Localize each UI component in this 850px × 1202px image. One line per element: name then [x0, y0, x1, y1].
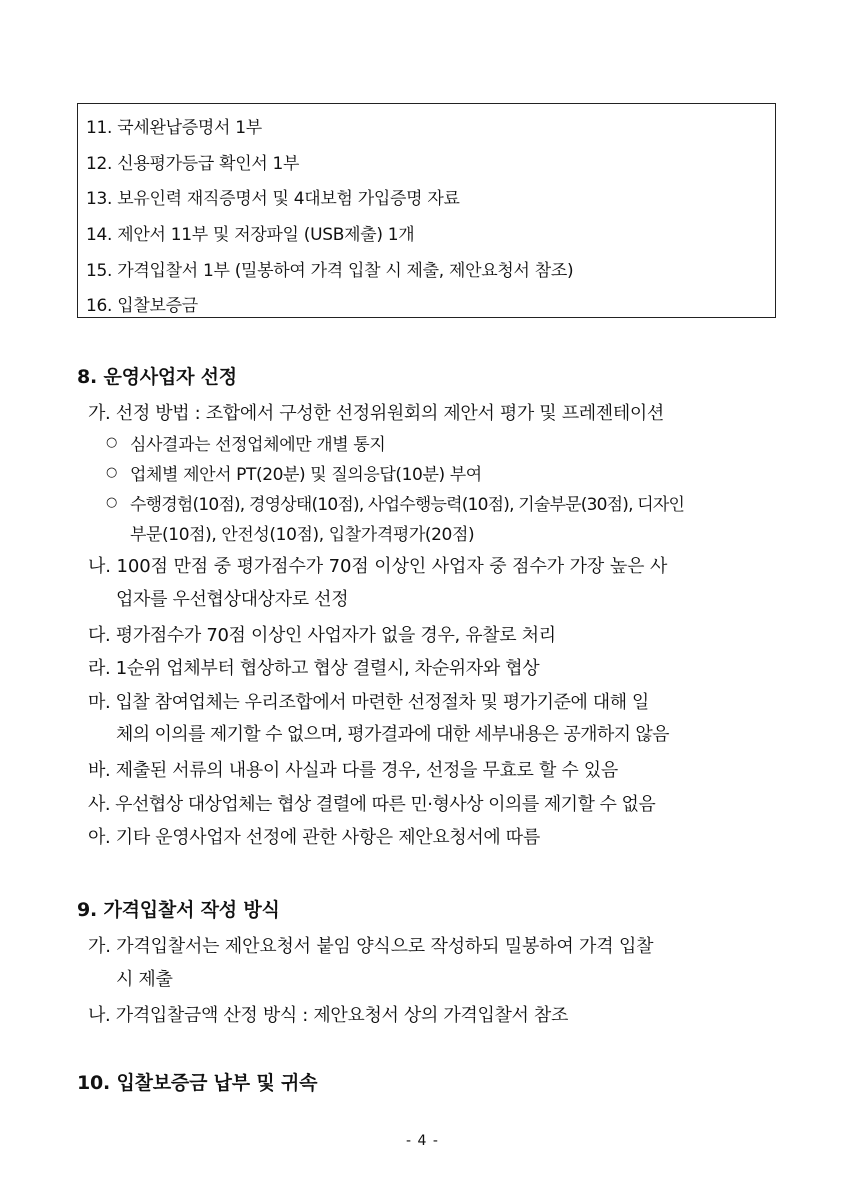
box-item-16: 16. 입찰보증금	[86, 296, 198, 316]
section-8-item-ra: 라. 1순위 업체부터 협상하고 협상 결렬시, 차순위자와 협상	[88, 658, 540, 679]
section-8-item-ga: 가. 선정 방법 : 조합에서 구성한 선정위원회의 제안서 평가 및 프레젠테이션	[88, 403, 664, 424]
section-10-heading: 10. 입찰보증금 납부 및 귀속	[77, 1072, 318, 1094]
section-8-bullet-3: 수행경험(10점), 경영상태(10점), 사업수행능력(10점), 기술부문(30점), 디자인	[130, 495, 685, 515]
box-item-15: 15. 가격입찰서 1부 (밀봉하여 가격 입찰 시 제출, 제안요청서 참조)	[86, 261, 574, 281]
section-9-heading: 9. 가격입찰서 작성 방식	[77, 899, 280, 921]
box-item-11: 11. 국세완납증명서 1부	[86, 118, 262, 138]
bullet-circle-icon: ○	[106, 435, 118, 450]
box-item-14: 14. 제안서 11부 및 저장파일 (USB제출) 1개	[86, 225, 415, 245]
section-9-item-na: 나. 가격입찰금액 산정 방식 : 제안요청서 상의 가격입찰서 참조	[88, 1005, 569, 1026]
section-8-item-da: 다. 평가점수가 70점 이상인 사업자가 없을 경우, 유찰로 처리	[88, 625, 556, 646]
page-number: - 4 -	[406, 1133, 439, 1149]
section-8-item-ma-line1: 마. 입찰 참여업체는 우리조합에서 마련한 선정절차 및 평가기준에 대해 일	[88, 692, 649, 713]
section-8-bullet-1: 심사결과는 선정업체에만 개별 통지	[130, 435, 386, 455]
section-9-item-ga-line1: 가. 가격입찰서는 제안요청서 붙임 양식으로 작성하되 밀봉하여 가격 입찰	[88, 936, 654, 957]
box-item-12: 12. 신용평가등급 확인서 1부	[86, 154, 300, 174]
section-8-item-na-line2: 업자를 우선협상대상자로 선정	[116, 589, 349, 610]
section-8-item-na-line1: 나. 100점 만점 중 평가점수가 70점 이상인 사업자 중 점수가 가장 높은 사	[88, 556, 668, 577]
section-8-bullet-2: 업체별 제안서 PT(20분) 및 질의응답(10분) 부여	[130, 465, 482, 485]
section-8-heading: 8. 운영사업자 선정	[77, 366, 237, 388]
bullet-circle-icon: ○	[106, 495, 118, 510]
section-8-item-ba: 바. 제출된 서류의 내용이 사실과 다를 경우, 선정을 무효로 할 수 있음	[88, 760, 618, 781]
section-9-item-ga-line2: 시 제출	[116, 969, 173, 990]
bullet-circle-icon: ○	[106, 465, 118, 480]
section-8-item-ma-line2: 체의 이의를 제기할 수 없으며, 평가결과에 대한 세부내용은 공개하지 않음	[116, 724, 669, 745]
section-8-item-a: 아. 기타 운영사업자 선정에 관한 사항은 제안요청서에 따름	[88, 827, 540, 848]
box-item-13: 13. 보유인력 재직증명서 및 4대보험 가입증명 자료	[86, 189, 460, 209]
section-8-item-sa: 사. 우선협상 대상업체는 협상 결렬에 따른 민·형사상 이의를 제기할 수 없음	[88, 794, 656, 815]
section-8-bullet-3-cont: 부문(10점), 안전성(10점), 입찰가격평가(20점)	[130, 525, 475, 545]
